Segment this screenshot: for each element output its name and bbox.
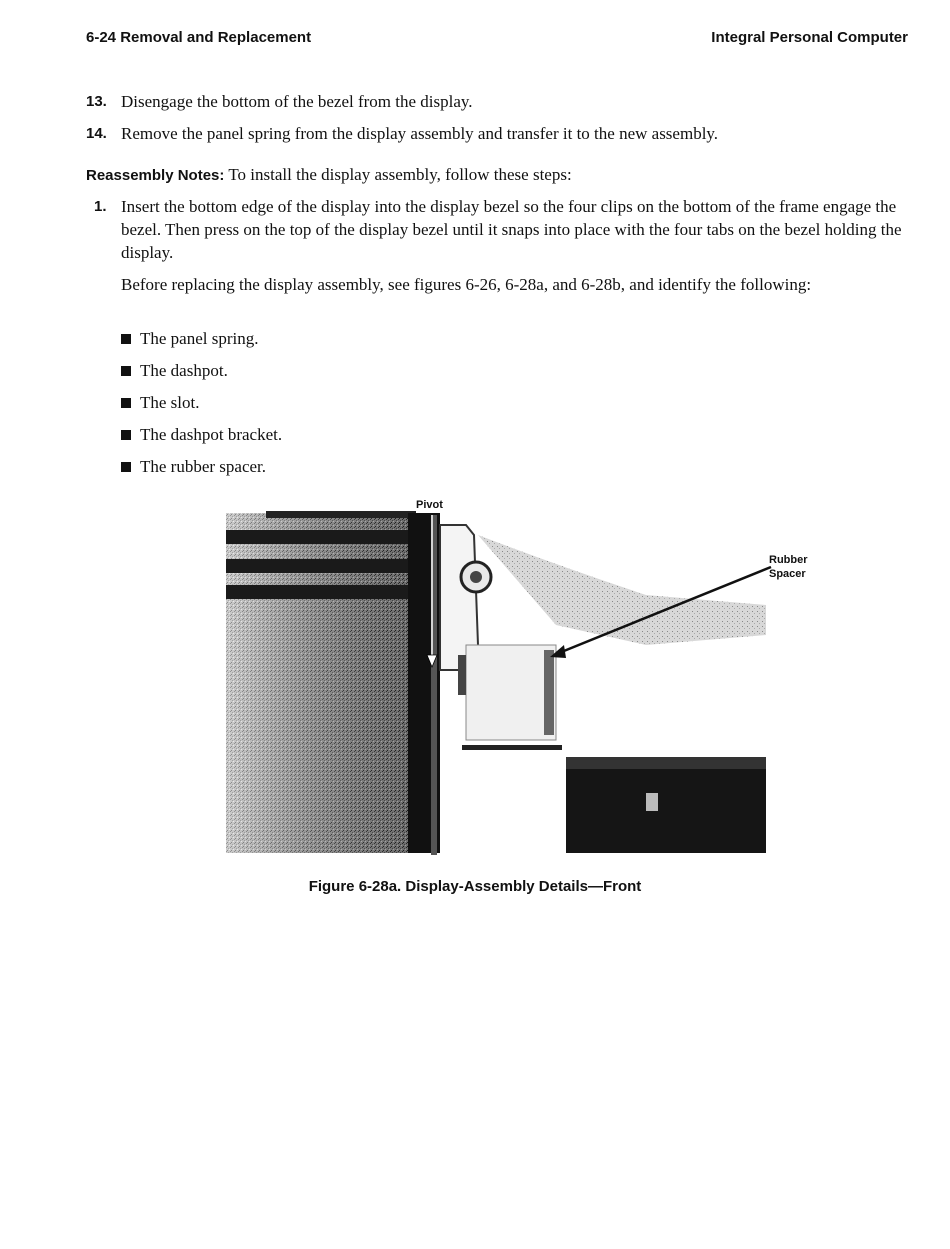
callout-spacer: Spacer: [769, 568, 806, 580]
component-list: [121, 327, 282, 487]
photo-illustration: [226, 495, 826, 857]
step-number: 13.: [86, 93, 107, 110]
step-13: [86, 90, 911, 113]
step-text: Remove the panel spring from the display assembly and transfer it to the new assembly.: [121, 124, 719, 143]
reassembly-step-1: [86, 195, 911, 264]
step-14: [86, 122, 911, 145]
figure-caption: Figure 6-28a. Display-Assembly Details—Front: [308, 878, 642, 895]
bullet-icon: [121, 398, 131, 408]
page-header: [86, 29, 908, 51]
identify-paragraph: Before replacing the display assembly, see figures 6-26, 6-28a, and 6-28b, and identify the following:: [121, 275, 812, 294]
bullet-icon: [121, 430, 131, 440]
step-text: Insert the bottom edge of the display into the display bezel so the four clips on the bottom of the frame engage the bezel. Then press on the top of the display bezel until it snaps into place with the four tabs on the bezel holding the display.: [121, 197, 902, 262]
list-item: The slot.: [121, 391, 282, 423]
reassembly-text: To install the display assembly, follow these steps:: [224, 165, 572, 184]
list-item: The dashpot bracket.: [121, 423, 282, 455]
reassembly-notes: [86, 163, 911, 187]
bullet-icon: [121, 366, 131, 376]
bullet-icon: [121, 462, 131, 472]
step-number: 1.: [94, 198, 107, 215]
reassembly-label: Reassembly Notes:: [86, 167, 225, 184]
rubber-spacer: [466, 645, 556, 740]
callout-pivot: Pivot: [416, 499, 443, 511]
step-text: Disengage the bottom of the bezel from the display.: [121, 92, 473, 111]
step-number: 14.: [86, 125, 107, 142]
vent-slat: [226, 585, 411, 599]
list-item: The dashpot.: [121, 359, 282, 391]
display-assembly-photo: [226, 495, 826, 857]
vent-slat: [226, 530, 411, 544]
header-book-title: Integral Personal Computer: [711, 29, 908, 46]
vent-slat: [226, 559, 411, 573]
callout-rubber: Rubber: [769, 554, 808, 566]
dashpot-bracket: [566, 757, 766, 853]
bullet-icon: [121, 334, 131, 344]
header-section-title: 6-24 Removal and Replacement: [86, 29, 312, 46]
list-item: The panel spring.: [121, 327, 282, 359]
list-item: The rubber spacer.: [121, 455, 282, 487]
